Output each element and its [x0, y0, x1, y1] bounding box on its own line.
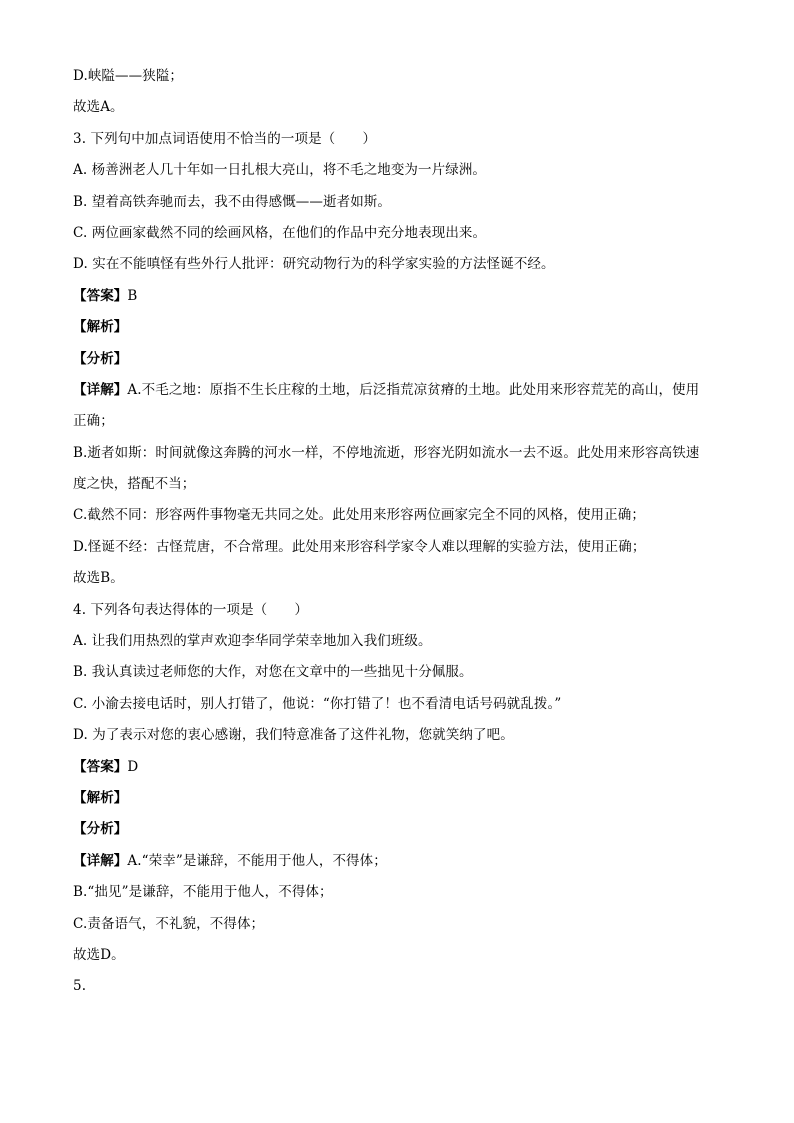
- q3-option-c: C. 两位画家截然不同的绘画风格，在他们的作品中充分地表现出来。: [73, 224, 487, 241]
- q3-answer: [73, 281, 733, 312]
- q4-answer-value: D: [127, 758, 139, 775]
- q3-detail-line-2: 正确；: [73, 413, 114, 430]
- q3-analysis-tag: 【解析】: [73, 319, 128, 336]
- q3-option-d: D. 实在不能嗔怪有些外行人批评：研究动物行为的科学家实验的方法怪诞不经。: [73, 256, 555, 273]
- q3-conclusion: 故选B。: [73, 570, 124, 587]
- q5-number: 5.: [73, 978, 87, 995]
- q3-detail-text-1: A.不毛之地：原指不生长庄稼的土地，后泛指荒凉贫瘠的土地。此处用来形容荒芜的高山，使用: [127, 381, 700, 398]
- q3-detail-line-4: 度之快，搭配不当；: [73, 476, 196, 493]
- q4-option-d: D. 为了表示对您的衷心感谢，我们特意准备了这件礼物，您就笑纳了吧。: [73, 727, 514, 744]
- q3-detail-line-3: B.逝者如斯：时间就像这奔腾的河水一样，不停地流逝，形容光阴如流水一去不返。此处用来形容高铁速: [73, 444, 700, 461]
- q3-fenxi-heading: [73, 344, 733, 375]
- q4-fenxi-heading: [73, 814, 733, 845]
- q4-analysis-tag: 【解析】: [73, 789, 128, 806]
- document-content: [73, 61, 733, 1003]
- q4-option-a: A. 让我们用热烈的掌声欢迎李华同学荣幸地加入我们班级。: [73, 633, 432, 650]
- q4-analysis-heading: [73, 783, 733, 814]
- q3-option-b: B. 望着高铁奔驰而去，我不由得感慨——逝者如斯。: [73, 193, 392, 210]
- q4-option-c: C. 小渝去接电话时，别人打错了，他说：“你打错了！也不看清电话号码就乱拨。”: [73, 695, 562, 712]
- q3-detail-line-5: C.截然不同：形容两件事物毫无共同之处。此处用来形容两位画家完全不同的风格，使用正确；: [73, 507, 645, 524]
- q4-conclusion: 故选D。: [73, 946, 125, 963]
- q4-detail-line-3: C.责备语气，不礼貌，不得体；: [73, 915, 265, 932]
- q4-stem: 4. 下列各句表达得体的一项是（ ）: [73, 601, 309, 618]
- q3-detail-tag: 【详解】: [73, 381, 128, 398]
- q4-detail-line-2: B.“拙见”是谦辞，不能用于他人，不得体；: [73, 884, 333, 901]
- q3-answer-value: B: [127, 287, 138, 304]
- q3-fenxi-tag: 【分析】: [73, 350, 128, 367]
- q4-answer-tag: 【答案】: [73, 758, 128, 775]
- q4-fenxi-tag: 【分析】: [73, 821, 128, 838]
- q3-stem: 3. 下列句中加点词语使用不恰当的一项是（ ）: [73, 130, 377, 147]
- q4-detail-text-1: A.“荣幸”是谦辞，不能用于他人，不得体；: [127, 852, 387, 869]
- q3-analysis-heading: [73, 312, 733, 343]
- q4-answer: [73, 752, 733, 783]
- q3-detail-line-1: [73, 375, 733, 406]
- q3-option-a: A. 杨善洲老人几十年如一日扎根大亮山，将不毛之地变为一片绿洲。: [73, 162, 487, 179]
- q4-detail-tag: 【详解】: [73, 852, 128, 869]
- q4-option-b: B. 我认真读过老师您的大作，对您在文章中的一些拙见十分佩服。: [73, 664, 473, 681]
- q4-detail-line-1: [73, 846, 733, 877]
- q2-option-d: D.峡隘——狭隘；: [73, 68, 184, 84]
- q3-detail-line-6: D.怪诞不经：古怪荒唐，不合常理。此处用来形容科学家令人难以理解的实验方法，使用正确；: [73, 538, 646, 555]
- q3-answer-tag: 【答案】: [73, 287, 128, 304]
- q2-conclusion: 故选A。: [73, 99, 124, 116]
